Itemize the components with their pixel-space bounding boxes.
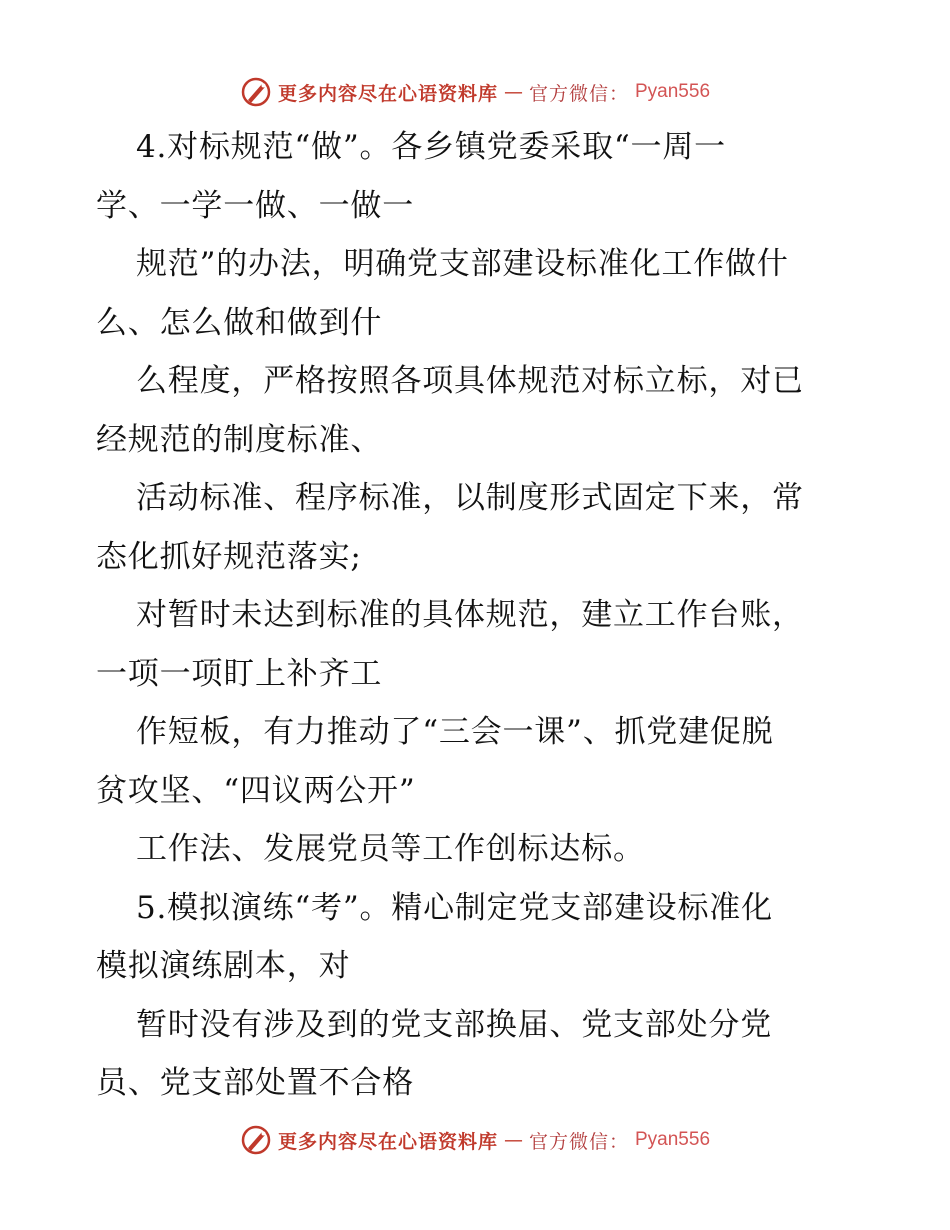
- footer-watermark: [0, 1120, 950, 1160]
- pen-logo-icon: [240, 76, 272, 108]
- watermark-separator: —: [503, 1129, 523, 1151]
- watermark-wechat-label: 官方微信：: [528, 82, 629, 105]
- document-body: [96, 118, 856, 1113]
- text-line: 经规范的制度标准、: [96, 421, 383, 458]
- watermark-wechat-id: Pyan556: [635, 81, 711, 102]
- watermark-brand: 更多内容尽在心语资料库: [277, 1130, 498, 1153]
- text-line: 一项一项盯上补齐工: [96, 655, 383, 692]
- watermark-separator: —: [503, 81, 523, 103]
- text-line: 么程度，严格按照各项具体规范对标立标，对已: [136, 363, 804, 399]
- text-line: 作短板，有力推动了“三会一课”、抓党建促脱: [136, 714, 774, 750]
- text-line: 员、党支部处置不合格: [96, 1065, 414, 1101]
- watermark-wechat-label: 官方微信：: [528, 1130, 629, 1153]
- text-line: 态化抓好规范落实;: [96, 538, 362, 575]
- header-watermark: [0, 72, 950, 112]
- text-line: 学、一学一做、一做一: [96, 187, 414, 224]
- text-line: 模拟演练剧本，对: [96, 948, 351, 984]
- watermark-wechat-id: Pyan556: [635, 1129, 711, 1150]
- text-line: 么、怎么做和做到什: [96, 304, 383, 341]
- text-line: 对暂时未达到标准的具体规范，建立工作台账，: [136, 597, 804, 633]
- text-line: 4.对标规范“做”。各乡镇党委采取“一周一: [136, 129, 726, 165]
- text-line: 贫攻坚、“四议两公开”: [96, 772, 416, 809]
- text-line: 规范”的办法，明确党支部建设标准化工作做什: [136, 246, 789, 282]
- text-line: 活动标准、程序标准，以制度形式固定下来，常: [136, 480, 804, 516]
- watermark-brand: 更多内容尽在心语资料库: [277, 82, 498, 105]
- text-line: 工作法、发展党员等工作创标达标。: [136, 831, 645, 867]
- text-line: 暂时没有涉及到的党支部换届、党支部处分党: [136, 1006, 772, 1043]
- text-line: 5.模拟演练“考”。精心制定党支部建设标准化: [136, 889, 773, 926]
- pen-logo-icon: [240, 1124, 272, 1156]
